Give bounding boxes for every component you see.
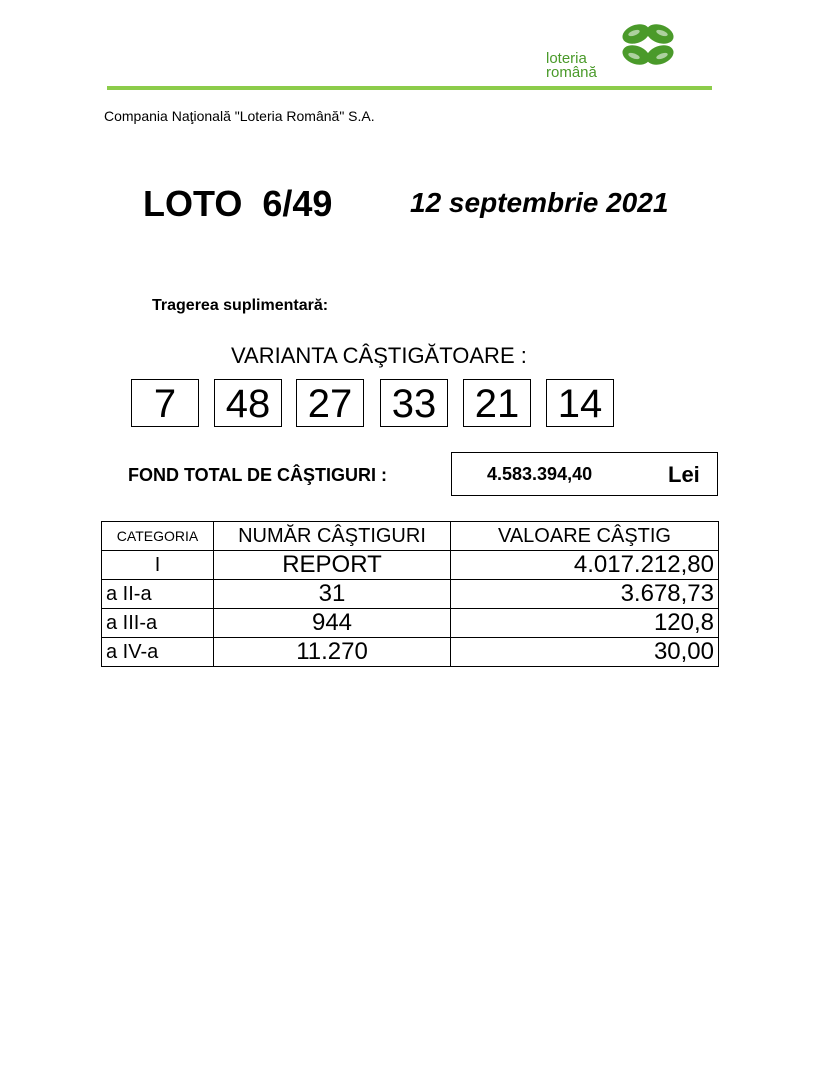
winning-number-6: 14 <box>546 379 614 427</box>
category-cell: I <box>102 551 214 580</box>
category-cell: a II-a <box>102 580 214 609</box>
winners-cell: 31 <box>214 580 451 609</box>
header-divider <box>107 86 712 90</box>
logo-line-2: română <box>546 64 597 81</box>
winning-number-3: 27 <box>296 379 364 427</box>
prize-table <box>101 521 719 667</box>
draw-date: 12 septembrie 2021 <box>410 187 669 218</box>
table-row <box>102 551 719 580</box>
winning-number-4: 33 <box>380 379 448 427</box>
logo-line-1: loteria <box>546 50 587 67</box>
winning-number-1: 7 <box>131 379 199 427</box>
prize-value-cell: 4.017.212,80 <box>451 551 719 580</box>
prize-value-cell: 3.678,73 <box>451 580 719 609</box>
loteria-romana-logo <box>540 20 685 86</box>
column-header-winners: NUMĂR CÂŞTIGURI <box>214 522 451 551</box>
winning-combination-label: VARIANTA CÂŞTIGĂTOARE : <box>231 343 527 368</box>
game-title: LOTO 6/49 <box>143 183 333 224</box>
company-name: Compania Naţională "Loteria Română" S.A. <box>104 108 375 124</box>
total-fund-currency: Lei <box>668 462 700 487</box>
table-header-row <box>102 522 719 551</box>
category-cell: a III-a <box>102 609 214 638</box>
logo-text <box>546 52 597 80</box>
prize-value-cell: 120,8 <box>451 609 719 638</box>
category-cell: a IV-a <box>102 638 214 667</box>
total-fund-box <box>451 452 718 496</box>
four-leaf-clover-icon <box>618 22 678 68</box>
total-fund-value: 4.583.394,40 <box>487 464 593 484</box>
winning-number-5: 21 <box>463 379 531 427</box>
total-fund-label: FOND TOTAL DE CÂŞTIGURI : <box>128 465 387 485</box>
column-header-prize-value: VALOARE CÂŞTIG <box>451 522 719 551</box>
draw-type-label: Tragerea suplimentară: <box>152 297 329 314</box>
column-header-category: CATEGORIA <box>102 522 214 551</box>
winners-cell: REPORT <box>214 551 451 580</box>
winners-cell: 944 <box>214 609 451 638</box>
winners-cell: 11.270 <box>214 638 451 667</box>
table-row <box>102 580 719 609</box>
table-row <box>102 609 719 638</box>
winning-number-2: 48 <box>214 379 282 427</box>
table-row <box>102 638 719 667</box>
prize-value-cell: 30,00 <box>451 638 719 667</box>
